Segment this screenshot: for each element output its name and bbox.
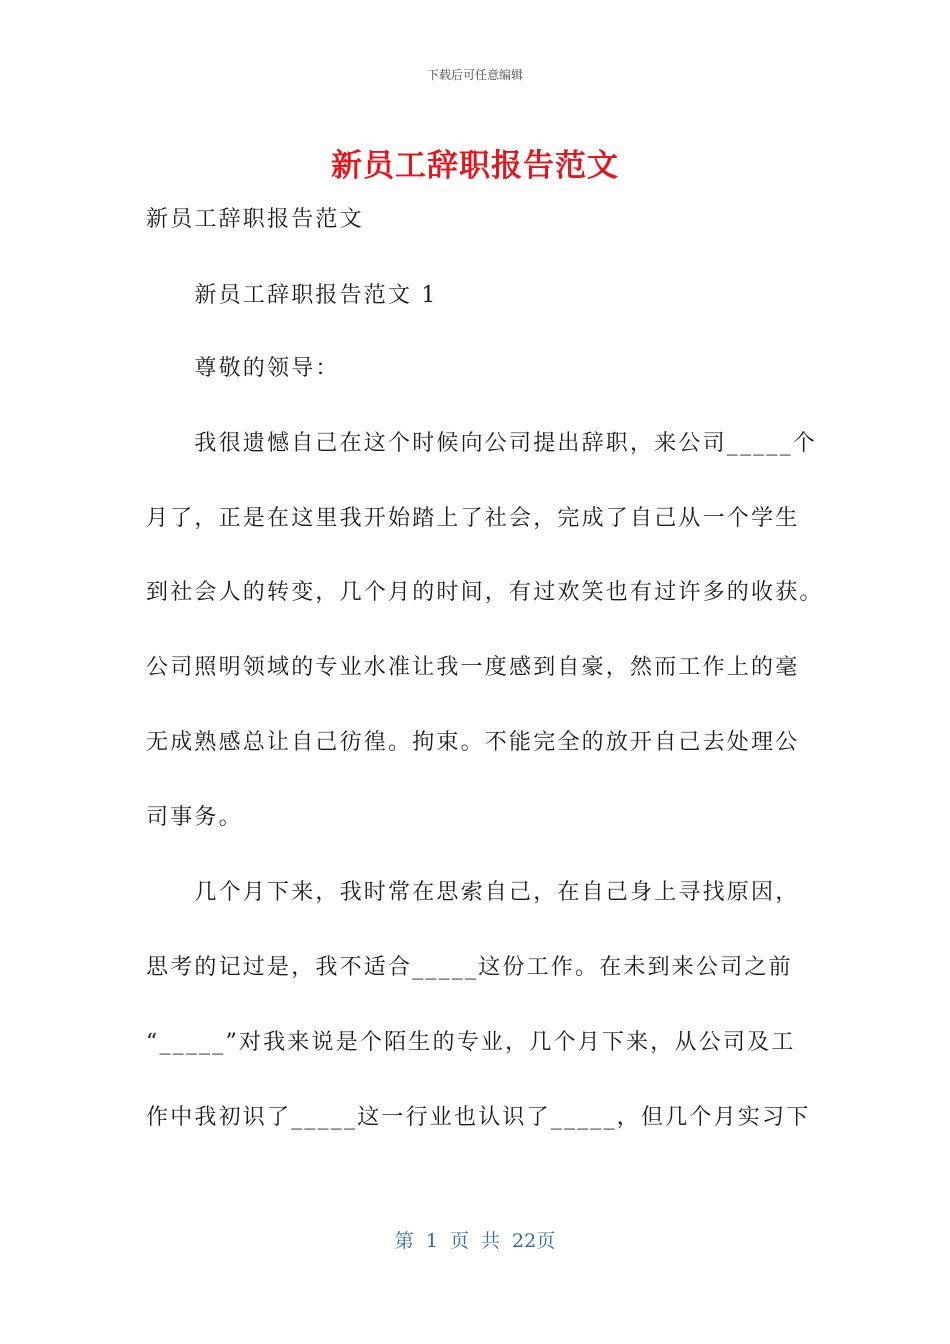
body-line: 到社会人的转变，几个月的时间，有过欢笑也有过许多的收获。 [146,580,824,605]
body-line: 几个月下来，我时常在思索自己，在自己身上寻找原因， [146,880,800,905]
body-line: 月了，正是在这里我开始踏上了社会，完成了自己从一个学生 [146,506,800,531]
body-line: 无成熟感总让自己彷徨。拘束。不能完全的放开自己去处理公 [146,730,800,755]
body-line: 司事务。 [146,805,243,830]
body-line: “_____”对我来说是个陌生的专业，几个月下来，从公司及工 [146,1030,796,1055]
body-line-section-heading: 新员工辞职报告范文 1 [146,283,438,308]
header-note: 下载后可任意编辑 [426,68,523,82]
body-line: 公司照明领域的专业水准让我一度感到自豪，然而工作上的毫 [146,655,800,680]
body-line-subtitle: 新员工辞职报告范文 [146,207,364,232]
body-line: 思考的记过是，我不适合_____这份工作。在未到来公司之前 [146,955,793,980]
page-number-footer: 第 1 页 共 22页 [394,1230,556,1252]
body-line: 我很遗憾自己在这个时候向公司提出辞职，来公司_____个 [146,431,818,456]
body-line: 作中我初识了_____这一行业也认识了_____，但几个月实习下 [146,1105,811,1130]
document-title: 新员工辞职报告范文 [331,148,619,184]
body-line-salutation: 尊敬的领导： [146,356,340,381]
